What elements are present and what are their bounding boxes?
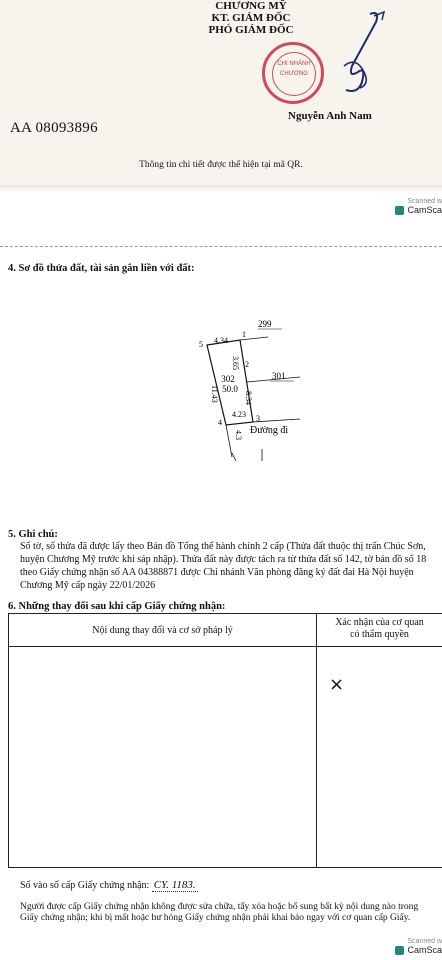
- camscanner-brand: [382, 205, 442, 215]
- road-label: Đường đi: [250, 425, 289, 436]
- edge-right-upper-length: 3.65: [231, 356, 240, 370]
- camscanner-brand-label: CamSca: [407, 945, 442, 955]
- qr-info-text: Thông tin chi tiết được thể hiện tại mã QR.: [139, 160, 303, 170]
- corner-2: 2: [245, 360, 249, 369]
- camscanner-watermark-top: [382, 198, 442, 215]
- table-header-content: Nội dung thay đổi và cơ sở pháp lý: [92, 625, 233, 636]
- edge-top-length: 4.34: [214, 336, 228, 345]
- neighbor-right-label: 301: [272, 371, 286, 381]
- scanned-label: Scanned w: [407, 198, 442, 205]
- parcel-area: 50.0: [222, 384, 238, 394]
- table-header-divider: [9, 646, 442, 647]
- corner-1: 1: [242, 330, 246, 339]
- camscanner-brand-label: CamSca: [407, 205, 442, 215]
- section-5-note: Số tờ, số thửa đã được lấy theo Bản đồ Tổng thể hành chính 2 cấp (Thửa đất thuộc thị trấn Chúc Sơn, huyện Chương Mỹ trước khi sáp nhập). Thửa đất này được tách ra từ thửa đất số 142, tờ bản đồ số 18 theo Giấy chứng nhận số AA 04388871 được Chi nhánh Văn phòng đăng ký đất đai Hà Nội huyện Chương Mỹ cấp ngày 22/01/2026: [20, 541, 427, 591]
- org-line-2: KT. GIÁM ĐỐC: [211, 12, 291, 24]
- signer-name: Nguyễn Anh Nam: [288, 110, 372, 122]
- certificate-warning: Người được cấp Giấy chứng nhận không được sửa chữa, tẩy xóa hoặc bổ sung bất kỳ nội dung nào trong Giấy chứng nhận; khi bị mất hoặc hư hỏng Giấy chứng nhận phải khai báo ngay với cơ quan cấp Giấy.: [20, 902, 419, 923]
- corner-5: 5: [199, 340, 203, 349]
- table-column-divider: [316, 614, 317, 867]
- registry-label: Số vào sổ cấp Giấy chứng nhận:: [20, 880, 150, 891]
- road-boundary-left: [226, 425, 232, 457]
- section-6-title: 6. Những thay đổi sau khi cấp Giấy chứng nhận:: [8, 601, 226, 612]
- registry-value: CY. 1183.: [153, 879, 196, 891]
- authority-header-line-1: Xác nhận của cơ quan: [335, 617, 424, 628]
- cross-out-mark: ×: [329, 674, 345, 695]
- road-tick-1: [232, 453, 236, 461]
- section-4-title: 4. Sơ đồ thửa đất, tài sản gắn liền với đất:: [8, 263, 195, 274]
- camscanner-brand: [382, 945, 442, 955]
- certificate-top-page: [0, 0, 442, 192]
- edge-below-length: 4.3: [234, 430, 243, 440]
- corner-3: 3: [256, 414, 260, 423]
- road-boundary-right: [253, 419, 300, 422]
- certificate-serial: AA 08093896: [10, 120, 98, 136]
- seal-text-2: CHƯƠNG: [280, 71, 308, 77]
- camscanner-logo-icon: [395, 946, 404, 955]
- certificate-page-2: [0, 246, 442, 939]
- section-5-title: 5. Ghi chú:: [8, 529, 58, 540]
- registry-number-row: [20, 879, 198, 891]
- camscanner-logo-icon: [395, 206, 404, 215]
- camscanner-watermark-bottom: [382, 938, 442, 955]
- signature-mark: [300, 6, 390, 116]
- scanned-label: Scanned w: [407, 938, 442, 945]
- neighbor-top-label: 299: [258, 319, 272, 329]
- page-edge-shadow: [0, 185, 442, 192]
- edge-right-lower-length: 8.34: [244, 391, 253, 405]
- table-header-authority: [316, 617, 442, 641]
- org-line-1: CHƯƠNG MỸ: [215, 0, 287, 12]
- edge-left-length: 11.43: [210, 385, 219, 403]
- authority-header-line-2: có thẩm quyền: [350, 629, 409, 640]
- seal-text-1: CHI NHÁNH: [277, 61, 311, 67]
- edge-bottom-length: 4.23: [232, 410, 246, 419]
- parcel-number: 302: [221, 374, 235, 384]
- org-line-3: PHÓ GIÁM ĐỐC: [208, 24, 294, 36]
- land-parcel-diagram: [0, 277, 442, 517]
- changes-table: [8, 613, 442, 868]
- corner-4: 4: [218, 418, 222, 427]
